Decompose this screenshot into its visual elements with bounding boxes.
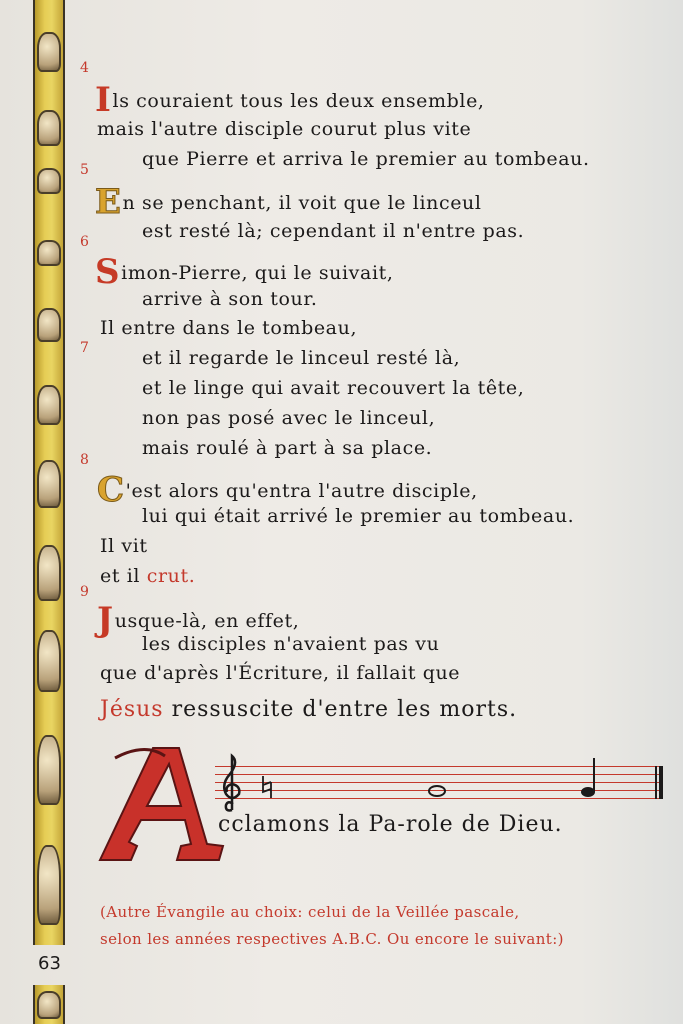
verse-line [100, 697, 517, 722]
bell-icon [37, 735, 61, 805]
verse-line [95, 80, 485, 120]
verse-line-text: et il [100, 565, 147, 587]
bell-icon [37, 630, 61, 692]
music-staff [215, 762, 663, 804]
verse-line: non pas posé avec le linceul, [142, 407, 436, 429]
bell-icon [37, 845, 61, 925]
verse-line-text: ressuscite d'entre les morts. [163, 697, 518, 722]
verse-line: et il regarde le linceul resté là, [142, 347, 461, 369]
footnote-line: (Autre Évangile au choix: celui de la Veillée pascale, [100, 903, 520, 921]
footnote-line: selon les années respectives A.B.C. Ou encore le suivant:) [100, 930, 564, 948]
drop-initial: S [95, 252, 121, 292]
bell-border-lower [33, 985, 65, 1024]
verse-line-text: n se penchant, il voit que le linceul [122, 192, 482, 214]
page-number: 63 [38, 953, 61, 974]
bell-border [33, 0, 65, 945]
bell-icon [37, 385, 61, 425]
verse-line: mais l'autre disciple courut plus vite [97, 118, 472, 140]
verse-number: 4 [80, 60, 89, 76]
verse-line-text: 'est alors qu'entra l'autre disciple, [125, 480, 478, 502]
bell-icon [37, 460, 61, 508]
drop-initial: I [95, 80, 112, 120]
natural-sign-icon [260, 776, 274, 798]
bell-icon [37, 168, 61, 194]
rubric-word: crut. [146, 565, 196, 587]
bell-icon [37, 32, 61, 72]
final-barline [655, 766, 657, 799]
verse-line [95, 252, 394, 292]
whole-note-icon [427, 784, 447, 798]
verse-line: Il vit [100, 535, 148, 557]
rubric-word: Jésus [100, 697, 164, 722]
verse-line [95, 182, 482, 222]
verse-number: 8 [80, 452, 89, 468]
initial-a-stroke [100, 748, 223, 860]
verse-number: 9 [80, 584, 89, 600]
verse-line: mais roulé à part à sa place. [142, 437, 433, 459]
bell-icon [37, 991, 61, 1019]
verse-number: 5 [80, 162, 89, 178]
verse-line: et le linge qui avait recouvert la tête, [142, 377, 525, 399]
illuminated-initial-a [95, 742, 230, 867]
verse-line [97, 470, 478, 510]
verse-line: Il entre dans le tombeau, [100, 317, 358, 339]
verse-line [100, 565, 195, 587]
quarter-note-icon [580, 756, 600, 800]
verse-line: arrive à son tour. [142, 288, 318, 310]
verse-line: que Pierre et arriva le premier au tombeau. [142, 148, 590, 170]
verse-line: que d'après l'Écriture, il fallait que [100, 662, 461, 684]
verse-number: 7 [80, 340, 89, 356]
bell-icon [37, 110, 61, 146]
verse-line: lui qui était arrivé le premier au tombeau. [142, 505, 575, 527]
bell-icon [37, 308, 61, 342]
bell-icon [37, 545, 61, 601]
acclamation-rest: cclamons la Pa-role de Dieu. [218, 812, 563, 837]
verse-line-text: imon-Pierre, qui le suivait, [121, 262, 394, 284]
drop-initial: E [95, 182, 122, 222]
verse-line-text: usque-là, en effet, [114, 610, 300, 632]
verse-line-text: ls couraient tous les deux ensemble, [112, 90, 485, 112]
drop-initial: C [97, 470, 125, 510]
acclamation-text [218, 812, 563, 837]
drop-initial: J [97, 600, 114, 640]
verse-number: 6 [80, 234, 89, 250]
final-barline-thick [659, 766, 663, 799]
treble-clef-icon [217, 752, 245, 816]
bell-icon [37, 240, 61, 266]
verse-line: les disciples n'avaient pas vu [142, 633, 440, 655]
verse-line: est resté là; cependant il n'entre pas. [142, 220, 525, 242]
